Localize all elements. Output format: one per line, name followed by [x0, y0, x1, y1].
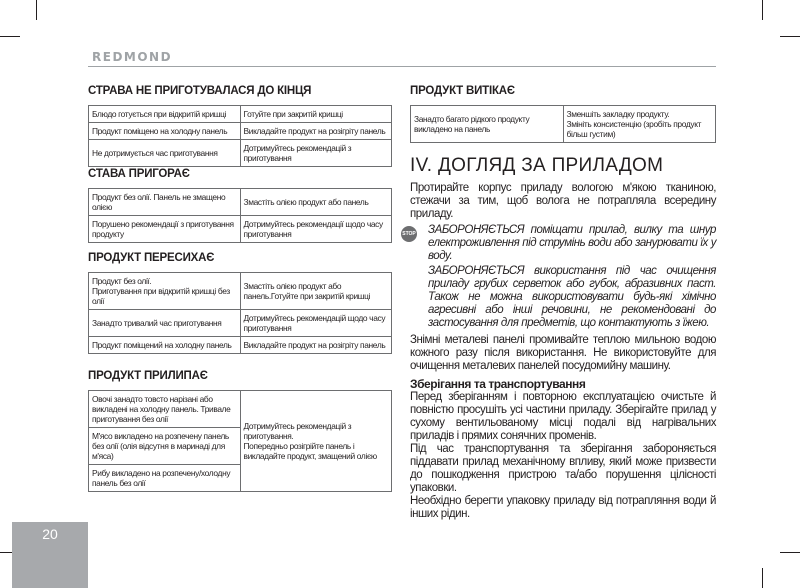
solution-text: Змініть консистенцію (зробіть продукт більш густим)	[566, 119, 702, 139]
section-burning	[88, 168, 392, 243]
problem-cell: Рибу викладено на розпечену/холодну панель без олії	[89, 465, 241, 492]
header-rule	[88, 66, 716, 67]
care-section	[402, 155, 716, 521]
problem-cell: Не дотримується час приготування	[89, 140, 241, 167]
problem-text: Продукт без олії.	[92, 276, 152, 286]
table-row	[89, 189, 392, 216]
stop-icon: STOP	[401, 226, 417, 242]
solution-cell: Викладайте продукт на розігріту панель	[240, 337, 392, 354]
table-row	[89, 123, 392, 140]
section-title: ПРОДУКТ ПЕРЕСИХАЄ	[88, 252, 215, 264]
crop-mark	[0, 36, 20, 37]
solution-cell	[240, 391, 392, 492]
table-row	[89, 391, 392, 428]
care-paragraph: Протирайте корпус приладу вологою м'якою тканиною, стежачи за тим, щоб вологa не потрапляла всередину приладу.	[410, 182, 716, 220]
crop-mark	[762, 0, 763, 20]
problem-cell: Овочі занадто товсто нарізані або викладені на холодну панель. Тривале приготування без олії	[89, 391, 241, 428]
section-undercooked	[88, 85, 392, 167]
table-row	[89, 337, 392, 354]
table-row	[89, 310, 392, 337]
solution-cell: Готуйте при закритій кришці	[240, 106, 392, 123]
troubleshoot-table	[88, 272, 392, 354]
crop-mark	[780, 552, 800, 553]
section-leaking	[410, 85, 716, 143]
troubleshoot-table	[410, 105, 716, 143]
problem-cell: Порушено рекомендації з приготування продукту	[89, 216, 241, 243]
table-row	[89, 216, 392, 243]
table-row	[89, 273, 392, 310]
page-number-box	[12, 522, 88, 588]
problem-cell	[89, 273, 241, 310]
storage-paragraph: Перед зберіганням і повторною експлуатацією очистьте й повністю просушіть усі частини приладу. Зберігайте прилад у сухому вентильованому місці подалі від нагрівальних приладів і прямих сонячних променів.	[410, 391, 716, 442]
section-title: СТАВА ПРИГОРАЄ	[88, 168, 190, 180]
section-title: ПРОДУКТ ПРИЛИПАЄ	[88, 370, 208, 382]
problem-cell: Продукт поміщено на холодну панель	[89, 123, 241, 140]
solution-cell: Дотримуйтесь рекомендацій з приготування	[240, 140, 392, 167]
solution-text: Дотримуйтесь рекомендацій з приготування.	[243, 421, 352, 441]
problem-cell: Занадто багато рідкого продукту викладено на панель	[411, 106, 564, 143]
problem-text: Приготування при відкритій кришці без олії	[92, 286, 230, 306]
care-title: IV. ДОГЛЯД ЗА ПРИЛАДОМ	[410, 155, 664, 176]
section-title: ПРОДУКТ ВИТІКАЄ	[410, 85, 515, 97]
table-row	[411, 106, 716, 143]
table-row	[89, 106, 392, 123]
problem-cell: Продукт поміщений на холодну панель	[89, 337, 241, 354]
storage-paragraph: Необхідно берегти упаковку приладу від потрапляння води й інших рідин.	[410, 495, 716, 520]
problem-cell: Блюдо готується при відкритій кришці	[89, 106, 241, 123]
section-sticking	[88, 370, 392, 492]
solution-cell: Змастіть олією продукт або панель.Готуйте при закритій кришці	[240, 273, 392, 310]
brand-logo: REDMOND	[92, 50, 173, 64]
solution-cell: Викладайте продукт на розігріту панель	[240, 123, 392, 140]
warning-block	[402, 224, 716, 330]
table-row	[89, 140, 392, 167]
solution-cell: Дотримуйтесь рекомендацій щодо часу приготування	[240, 310, 392, 337]
troubleshoot-table	[88, 390, 392, 492]
troubleshoot-table	[88, 188, 392, 243]
solution-text: Попередньо розігрійте панель і викладайте продукт, змащений олією	[243, 441, 377, 461]
crop-mark	[762, 568, 763, 588]
page-number: 20	[42, 526, 58, 542]
solution-text: Зменшіть закладку продукту.	[566, 109, 670, 119]
solution-cell: Дотримуйтесь рекомендації щодо часу приготування	[240, 216, 392, 243]
warning-text: ЗАБОРОНЯЄТЬСЯ поміщати прилад, вилку та шнур електроживлення під струмінь води або занурювати їх у воду.	[428, 224, 716, 262]
care-paragraph: Знімні металеві панелі промивайте теплою мильною водою кожного разу після використання. Не використовуйте для очищення металевих панелей посудомийну машину.	[410, 334, 716, 372]
solution-cell	[563, 106, 716, 143]
storage-title: Зберігання та транспортування	[410, 377, 586, 391]
storage-paragraph: Під час транспортування та зберігання забороняється піддавати прилад механічному впливу, який може призвести до пошкодження пристрою та/або порушення цілісності упаковки.	[410, 443, 716, 494]
problem-cell: М'ясо викладено на розпечену панель без олії (олія відсутня в маринаді для м'яса)	[89, 428, 241, 465]
crop-mark	[36, 0, 37, 20]
warning-text: ЗАБОРОНЯЄТЬСЯ використання під час очищення приладу грубих серветок або губок, абразивних паст. Також не можна використовувати будь-які хімічно агресивні або інші речовини, не рекомендовані до застосування для предметів, що контактують з їжею.	[428, 265, 716, 329]
crop-mark	[780, 36, 800, 37]
solution-cell: Змастіть олією продукт або панель	[240, 189, 392, 216]
troubleshoot-table	[88, 105, 392, 167]
problem-cell: Занадто тривалий час приготування	[89, 310, 241, 337]
section-drying	[88, 252, 392, 354]
problem-cell: Продукт без олії. Панель не змащено олією	[89, 189, 241, 216]
section-title: СТРАВА НЕ ПРИГОТУВАЛАСЯ ДО КІНЦЯ	[88, 85, 312, 97]
